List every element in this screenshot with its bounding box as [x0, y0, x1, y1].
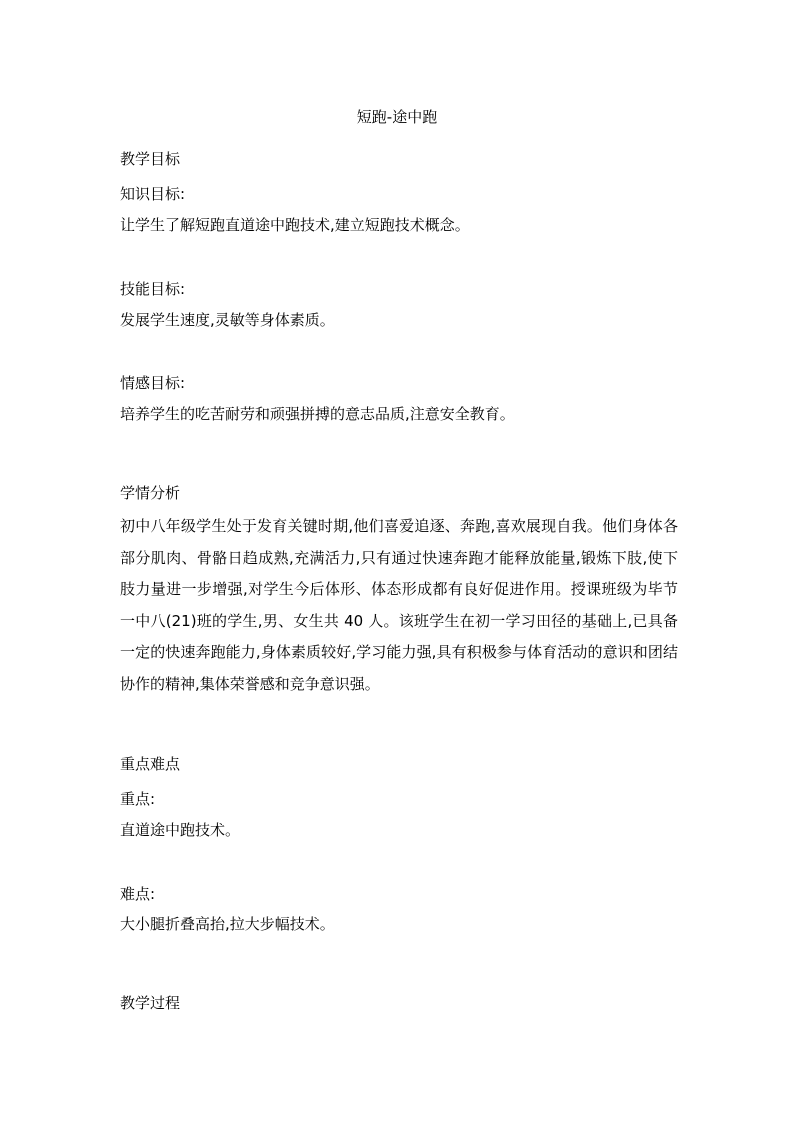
emotion-objective-text: 培养学生的吃苦耐劳和顽强拼搏的意志品质,注意安全教育。: [120, 405, 515, 423]
difficulty-label: 难点:: [120, 885, 156, 903]
emotion-objective-label: 情感目标:: [120, 374, 186, 392]
knowledge-objective-label: 知识目标:: [120, 185, 186, 203]
analysis-heading: 学情分析: [120, 484, 181, 502]
key-point-text: 直道途中跑技术。: [120, 821, 241, 839]
skill-objective-text: 发展学生速度,灵敏等身体素质。: [120, 311, 335, 329]
objectives-heading: 教学目标: [120, 150, 181, 168]
skill-objective-label: 技能目标:: [120, 280, 186, 298]
difficulty-text: 大小腿折叠高抬,拉大步幅技术。: [120, 915, 335, 933]
analysis-text: 初中八年级学生处于发育关键时期,他们喜爱追逐、奔跑,喜欢展现自我。他们身体各部分肌肉、骨骼日趋成熟,充满活力,只有通过快速奔跑才能释放能量,锻炼下肢,使下肢力量进一步增强,对学生今后体形、体态形成都有良好促进作用。授课班级为毕节一中八(21)班的学生,男、女生共 40 人。该班学生在初一学习田径的基础上,已具备一定的快速奔跑能力,身体素质较好,学习能力强,具有积极参与体育活动的意识和团结协作的精神,集体荣誉感和竞争意识强。: [120, 517, 678, 693]
key-point-label: 重点:: [120, 790, 156, 808]
key-points-heading: 重点难点: [120, 755, 181, 773]
process-heading: 教学过程: [120, 994, 181, 1012]
document-title: 短跑-途中跑: [356, 108, 438, 126]
knowledge-objective-text: 让学生了解短跑直道途中跑技术,建立短跑技术概念。: [120, 216, 470, 234]
